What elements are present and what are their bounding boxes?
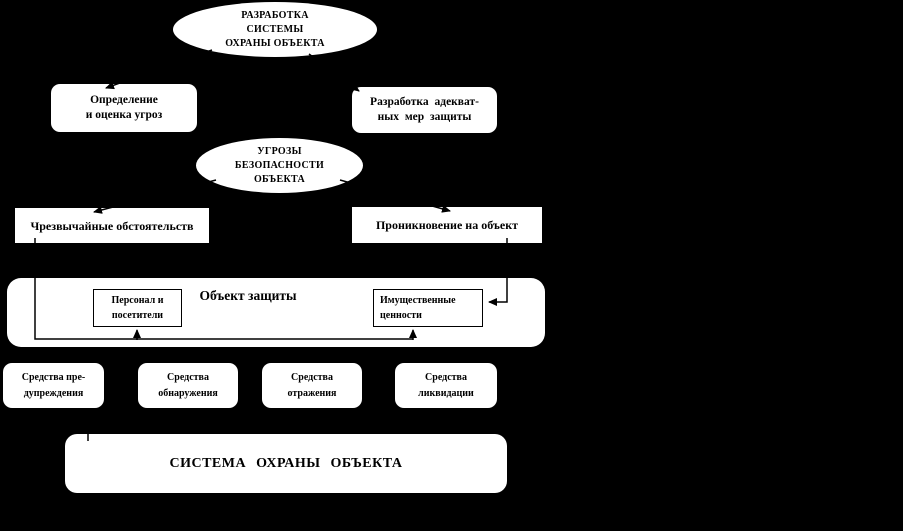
node-label-line: Средства (167, 371, 209, 383)
node-label-line: ликвидации (418, 387, 474, 399)
node-emergency-circumstances (15, 208, 209, 243)
node-label-line: БЕЗОПАСНОСТИ (234, 159, 325, 171)
node-label-line: СИСТЕМЫ (246, 23, 304, 35)
node-personnel-and-visitors (93, 289, 182, 327)
node-label-line: УГРОЗЫ (257, 145, 302, 157)
arrow-top-to-adequate (309, 54, 359, 91)
node-label-line: Разработка адекват- (370, 96, 479, 108)
node-label-line: Определение (90, 94, 158, 106)
arrow-top-to-define (106, 50, 212, 88)
node-label-line: Средства (291, 371, 333, 383)
node-label-line: РАЗРАБОТКА (241, 9, 309, 21)
node-label-line: ных мер защиты (377, 111, 472, 123)
node-label-line: Персонал и (111, 295, 164, 306)
node-label-line: ОХРАНЫ ОБЪЕКТА (225, 37, 325, 49)
node-label-line: Проникновение на объект (375, 218, 519, 232)
node-label-line: Средства (425, 371, 467, 383)
node-label-line: дупреждения (23, 387, 84, 399)
node-label-line: ОБЪЕКТА (253, 173, 306, 185)
node-label-line: ценности (380, 310, 422, 321)
node-label-line: обнаружения (158, 387, 218, 399)
node-label-line: СИСТЕМА ОХРАНЫ ОБЪЕКТА (169, 455, 403, 471)
node-means-of-prevention (3, 363, 104, 408)
node-develop-adequate-measures (352, 87, 497, 133)
node-means-of-repulsion (262, 363, 362, 408)
node-intrusion-onto-object (352, 207, 542, 243)
node-means-of-detection (138, 363, 238, 408)
node-define-and-assess-threats (51, 84, 197, 132)
node-development-of-protection-system (173, 2, 377, 57)
node-means-of-liquidation (395, 363, 497, 408)
node-label-line: отражения (287, 387, 337, 399)
node-label-line: и оценка угроз (85, 109, 163, 121)
node-property-valuables (373, 289, 483, 327)
node-label-line: посетители (111, 310, 164, 321)
node-object-security-threats (196, 138, 363, 193)
node-label-line: Средства пре- (21, 371, 86, 383)
node-label-line: Чрезвычайные обстоятельств (30, 218, 194, 233)
node-object-protection-system (65, 434, 507, 493)
protected-object-title: Объект защиты (199, 288, 297, 303)
node-label-line: Имущественные (380, 295, 456, 306)
